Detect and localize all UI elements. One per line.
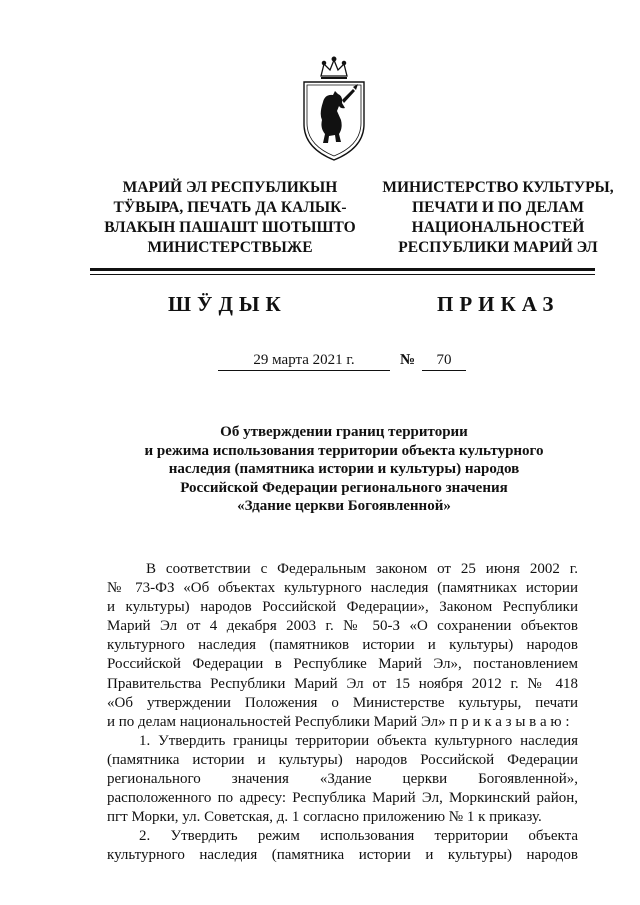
order-title (100, 423, 588, 516)
body-line: «Об утверждении Положения о Министерстве культуры, печати (107, 694, 578, 711)
order-body (107, 560, 578, 866)
number-sign: № (400, 352, 416, 368)
header-left-line: ВЛАКЫН ПАШАШТ ШОТЫШТО (104, 219, 356, 236)
body-line: № 73-ФЗ «Об объектах культурного наследия (памятниках истории (107, 580, 578, 597)
title-line: наследия (памятника истории и культуры) народов (168, 461, 520, 477)
body-line: Российской Федерации в Республике Марий Эл», постановлением (107, 656, 578, 673)
title-line: «Здание церкви Богоявленной» (237, 498, 451, 514)
body-line: Правительства Республики Марий Эл от 15 ноября 2012 г. № 418 (107, 675, 578, 692)
body-line: и культуры) народов Российской Федерации», Законом Республики (107, 599, 578, 616)
body-line: регионального значения «Здание церкви Богоявленной», (107, 771, 578, 788)
body-line: расположенного по адресу: Республика Марий Эл, Моркинский район, (107, 790, 578, 807)
body-line: пгт Морки, ул. Советская, д. 1 согласно приложению № 1 к приказу. (107, 809, 542, 826)
header-russian-name (368, 178, 628, 258)
order-number: 70 (422, 352, 466, 371)
doc-type-russian: ПРИКАЗ (437, 292, 560, 316)
title-line: Об утверждении границ территории (220, 424, 468, 440)
body-line: 2. Утвердить режим использования территории объекта (139, 828, 578, 845)
title-line: Российской Федерации регионального значения (180, 479, 508, 496)
header-divider-thick (90, 268, 595, 271)
body-line: (памятника истории и культуры) народов Российской Федерации (107, 751, 578, 768)
body-line: культурного наследия (памятника истории и культуры) народов (107, 847, 578, 864)
coat-of-arms-emblem (301, 56, 367, 162)
header-right-line: ПЕЧАТИ И ПО ДЕЛАМ (412, 199, 584, 216)
body-line: В соответствии с Федеральным законом от 25 июня 2002 г. (146, 561, 578, 577)
header-left-line: МАРИЙ ЭЛ РЕСПУБЛИКЫН (122, 179, 338, 196)
doc-type-marian: ШӰДЫК (168, 292, 287, 316)
order-date: 29 марта 2021 г. (218, 352, 390, 371)
body-line: 1. Утвердить границы территории объекта культурного наследия (139, 732, 578, 749)
body-line: и по делам национальностей Республики Марий Эл» п р и к а з ы в а ю : (107, 713, 570, 730)
header-right-line: НАЦИОНАЛЬНОСТЕЙ (411, 219, 585, 236)
header-divider-thin (90, 274, 595, 275)
header-marian-name (100, 178, 360, 258)
header-right-line: МИНИСТЕРСТВО КУЛЬТУРЫ, (382, 179, 614, 196)
title-line: и режима использования территории объекта культурного (144, 442, 544, 459)
header-right-line: РЕСПУБЛИКИ МАРИЙ ЭЛ (398, 239, 598, 256)
body-line: Марий Эл от 4 декабря 2003 г. № 50-З «О сохранении объектов (107, 618, 578, 635)
body-line: культурного наследия (памятников истории и культуры) народов (107, 637, 578, 654)
header-left-line: МИНИСТЕРСТВЫЖЕ (147, 239, 313, 256)
header-left-line: ТӰВЫРА, ПЕЧАТЬ ДА КАЛЫК- (113, 199, 347, 216)
